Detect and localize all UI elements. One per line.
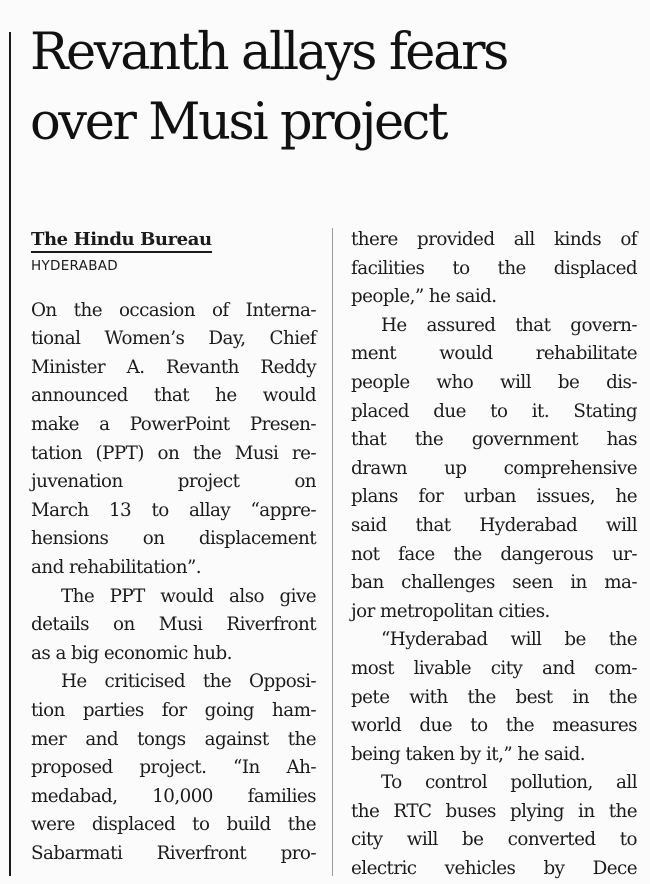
body-text-line: not face the dangerous ur- xyxy=(351,543,637,565)
column-divider xyxy=(332,228,333,876)
body-text-line: “Hyderabad will be the xyxy=(381,629,637,651)
body-text-line: details on Musi Riverfront xyxy=(31,614,316,636)
body-text-line: facilities to the displaced xyxy=(351,257,637,279)
article-column-left xyxy=(31,226,316,868)
body-text-line: He assured that govern- xyxy=(381,314,637,336)
body-text-line: the RTC buses plying in the xyxy=(351,800,637,822)
body-text-line: pete with the best in the xyxy=(351,686,637,708)
body-text-line: ban challenges seen in ma- xyxy=(351,572,637,594)
body-text-line: Sabarmati Riverfront pro- xyxy=(31,842,316,864)
body-text-line: said that Hyderabad will xyxy=(351,514,637,536)
body-text-line: placed due to it. Stating xyxy=(351,400,637,422)
body-text-line: Minister A. Revanth Reddy xyxy=(31,356,316,378)
body-text-line: The PPT would also give xyxy=(61,585,316,607)
dateline: HYDERABAD xyxy=(31,257,118,274)
body-text-line: ment would rehabilitate xyxy=(351,343,637,365)
body-text-line: March 13 to allay “appre- xyxy=(31,499,316,521)
body-text-line: city will be converted to xyxy=(351,829,637,851)
body-text-line: make a PowerPoint Presen- xyxy=(31,413,316,435)
body-text-line: mer and tongs against the xyxy=(31,728,316,750)
body-text-line: people who will be dis- xyxy=(351,371,637,393)
body-text-line: being taken by it,” he said. xyxy=(351,743,586,765)
body-text-line: were displaced to build the xyxy=(31,814,316,836)
headline-line: over Musi project xyxy=(30,93,447,152)
body-text-line: He criticised the Opposi- xyxy=(61,671,316,693)
body-text-line: To control pollution, all xyxy=(381,772,637,794)
body-text-line: On the occasion of Interna- xyxy=(31,299,316,321)
body-text-line: and rehabilitation”. xyxy=(31,556,202,578)
body-text-line: drawn up comprehensive xyxy=(351,457,637,479)
body-text-line: there provided all kinds of xyxy=(351,229,637,250)
body-text-line: people,” he said. xyxy=(351,286,497,308)
body-text-line: electric vehicles by Dece xyxy=(351,858,637,880)
body-text-line: jor metropolitan cities. xyxy=(351,600,550,622)
body-text-line: tion parties for going ham- xyxy=(31,699,316,721)
body-text-line: tation (PPT) on the Musi re- xyxy=(31,442,316,464)
body-text-line: that the government has xyxy=(351,429,637,451)
article-column-right xyxy=(351,226,637,884)
body-text-line: plans for urban issues, he xyxy=(351,486,637,508)
body-text-line: world due to the measures xyxy=(351,715,637,737)
body-text-line: tional Women’s Day, Chief xyxy=(31,328,316,350)
body-text-line: proposed project. “In Ah- xyxy=(31,757,316,779)
byline-text: The Hindu Bureau xyxy=(31,229,212,253)
body-text-line: announced that he would xyxy=(31,385,316,407)
body-text-line: as a big economic hub. xyxy=(31,642,232,664)
byline xyxy=(31,226,316,255)
body-text-line: most livable city and com- xyxy=(351,657,637,679)
headline-line: Revanth allays fears xyxy=(30,23,507,82)
body-text-line: hensions on displacement xyxy=(31,528,316,550)
body-text-line: juvenation project on xyxy=(31,471,316,493)
body-text-line: medabad, 10,000 families xyxy=(31,785,316,807)
headline xyxy=(30,18,640,158)
left-margin-rule xyxy=(9,32,11,876)
